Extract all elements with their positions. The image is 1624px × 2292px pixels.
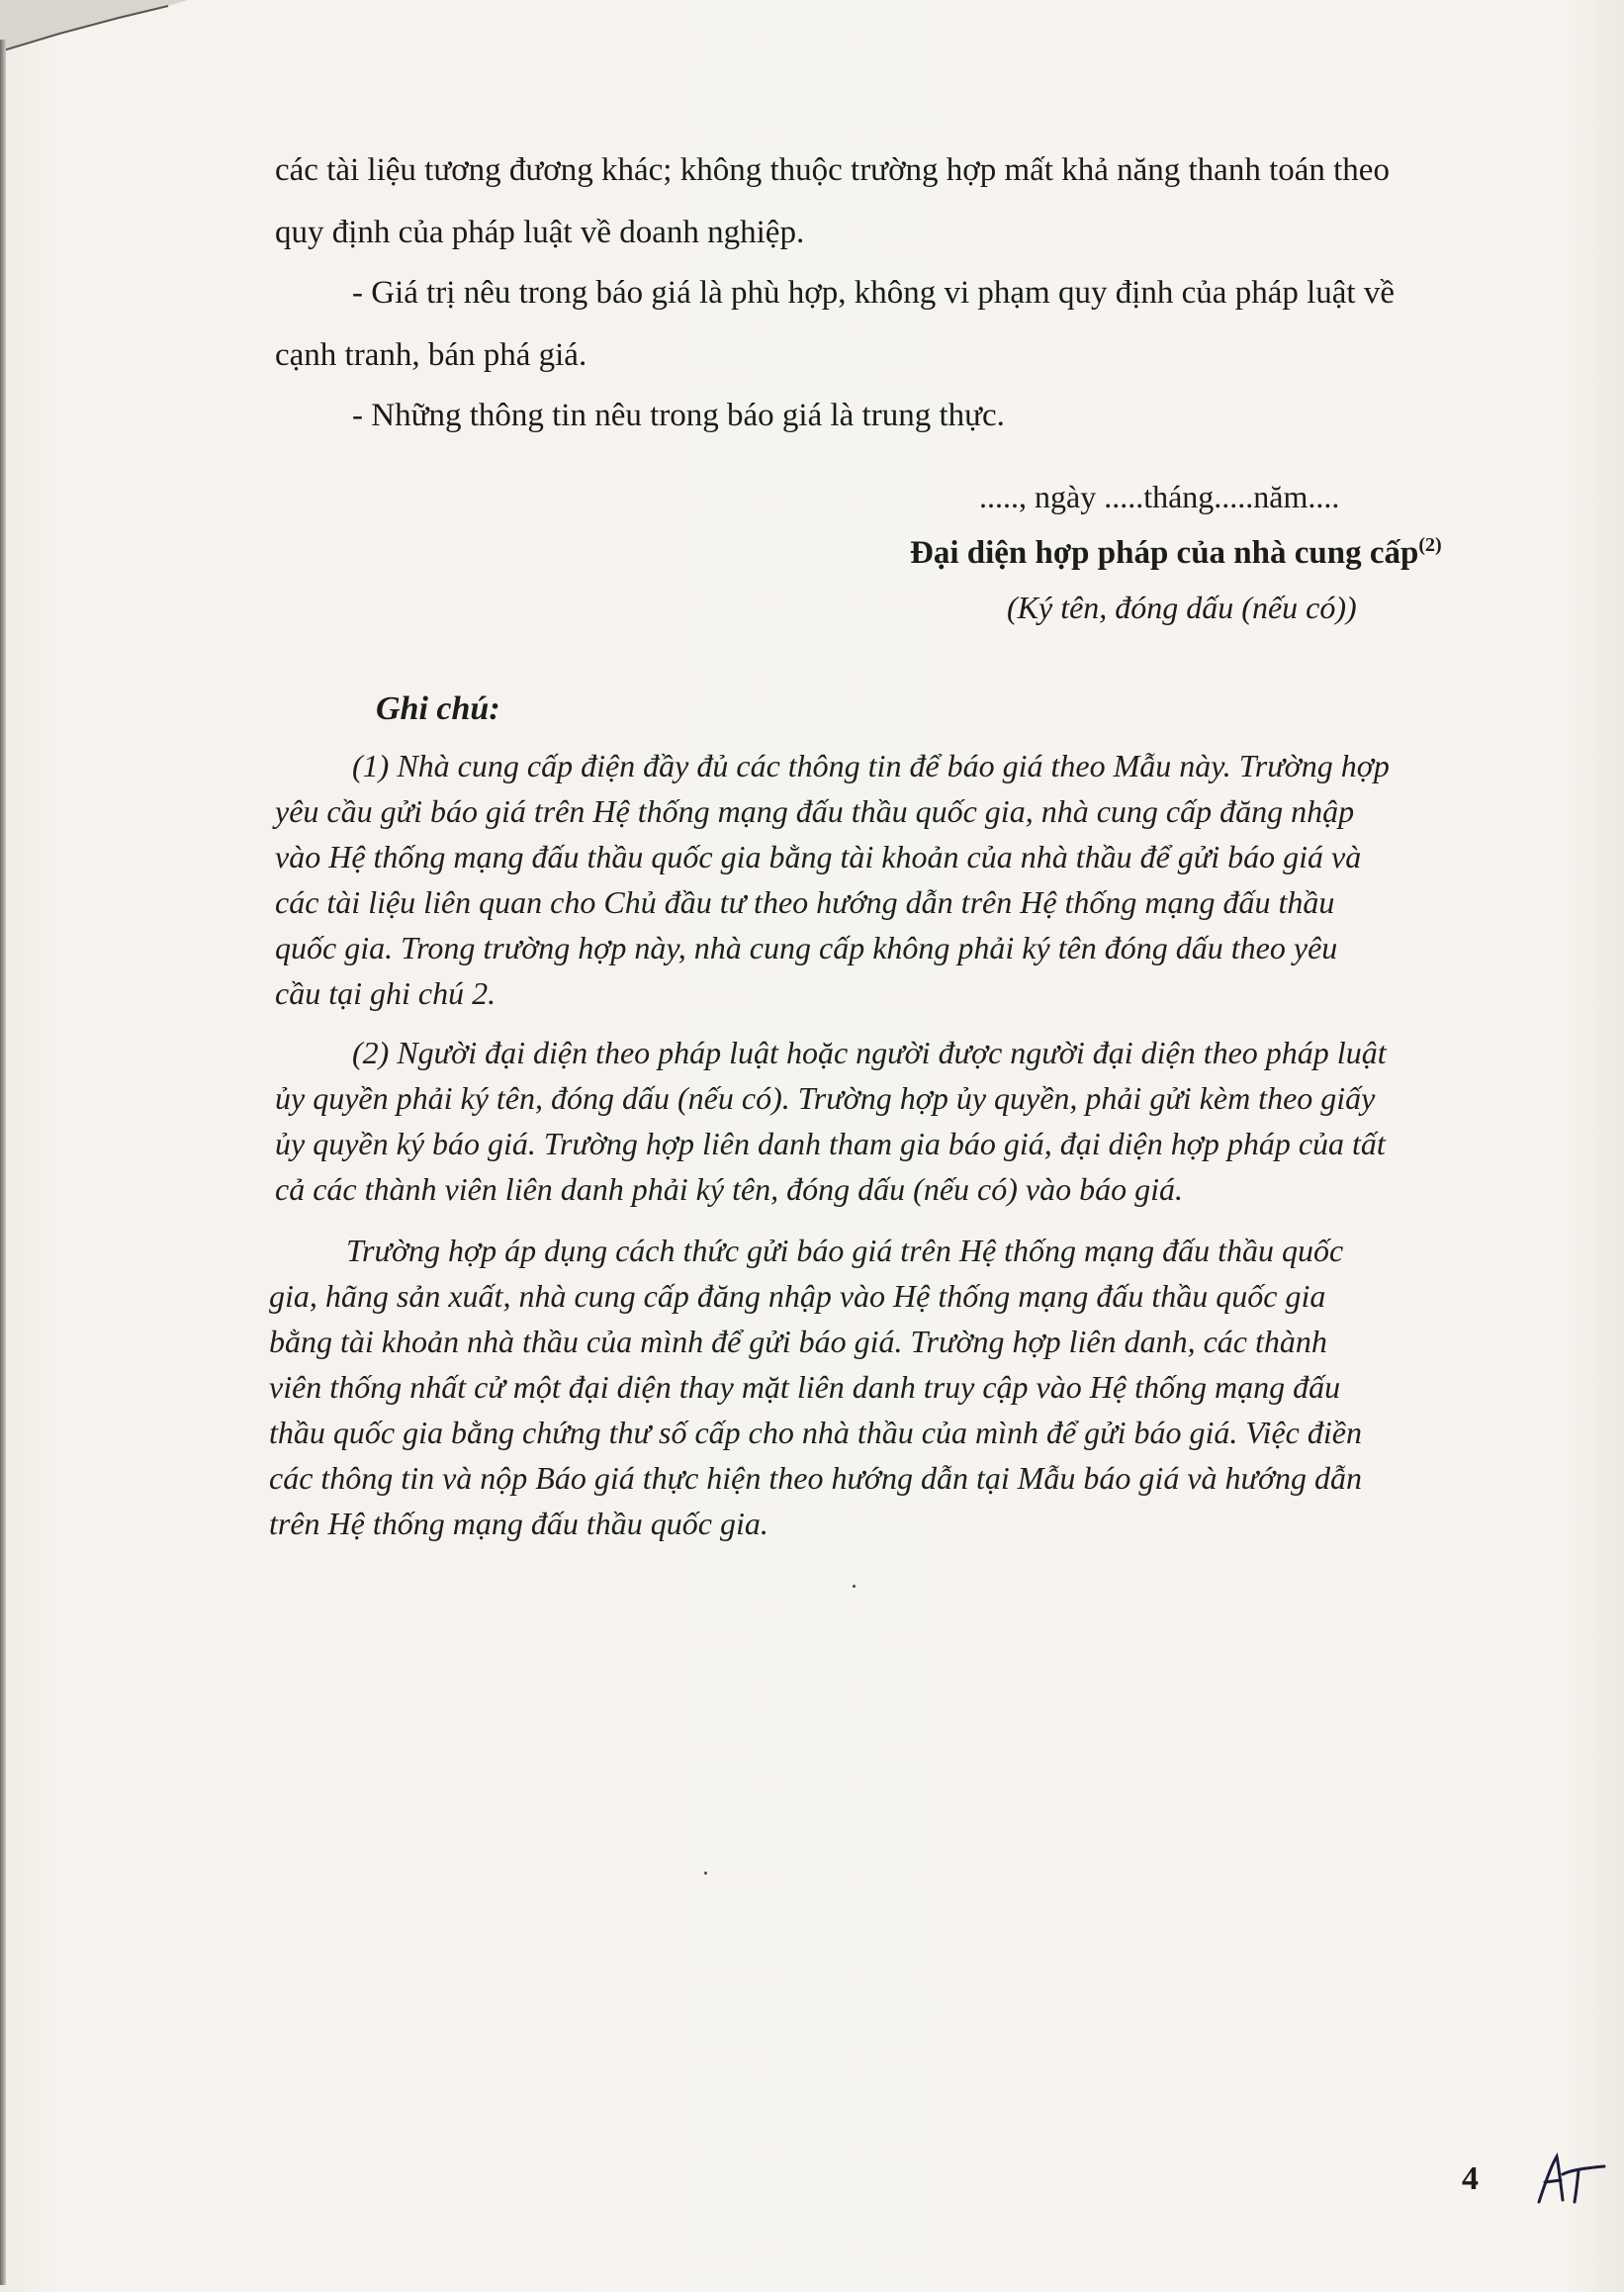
- page-left-edge-shadow: [0, 40, 6, 2285]
- note-line: các thông tin và nộp Báo giá thực hiện theo hướng dẫn tại Mẫu báo giá và hướng dẫn: [269, 1460, 1363, 1496]
- body-line: quy định của pháp luật về doanh nghiệp.: [275, 215, 805, 250]
- note-line: ủy quyền phải ký tên, đóng dấu (nếu có). Trường hợp ủy quyền, phải gửi kèm theo giấy: [275, 1080, 1376, 1116]
- handwritten-initials-mark: [1531, 2145, 1610, 2214]
- note-line: (2) Người đại diện theo pháp luật hoặc người được người đại diện theo pháp luật: [352, 1035, 1387, 1070]
- note-line: các tài liệu liên quan cho Chủ đầu tư theo hướng dẫn trên Hệ thống mạng đấu thầu: [275, 884, 1335, 920]
- signature-date-line: ....., ngày .....tháng.....năm....: [979, 479, 1340, 514]
- note-line: yêu cầu gửi báo giá trên Hệ thống mạng đấu thầu quốc gia, nhà cung cấp đăng nhập: [275, 793, 1355, 829]
- note-line: trên Hệ thống mạng đấu thầu quốc gia.: [269, 1506, 768, 1541]
- signature-note: (Ký tên, đóng dấu (nếu có)): [1007, 590, 1357, 625]
- page-corner-fold: [0, 0, 188, 69]
- body-line: - Giá trị nêu trong báo giá là phù hợp, không vi phạm quy định của pháp luật về: [352, 275, 1395, 311]
- signature-title-footnote: (2): [1418, 534, 1442, 556]
- note-line: ủy quyền ký báo giá. Trường hợp liên danh tham gia báo giá, đại diện hợp pháp của tất: [275, 1126, 1386, 1161]
- body-line: cạnh tranh, bán phá giá.: [275, 337, 587, 373]
- scan-speck: [704, 1872, 707, 1875]
- note-line: Trường hợp áp dụng cách thức gửi báo giá trên Hệ thống mạng đấu thầu quốc: [346, 1233, 1344, 1268]
- page-number: 4: [1462, 2160, 1479, 2197]
- note-line: (1) Nhà cung cấp điện đầy đủ các thông tin để báo giá theo Mẫu này. Trường hợp: [352, 748, 1390, 783]
- note-line: quốc gia. Trong trường hợp này, nhà cung cấp không phải ký tên đóng dấu theo yêu: [275, 930, 1338, 965]
- scan-speck: [853, 1585, 856, 1588]
- signature-title: [910, 534, 1442, 572]
- note-line: viên thống nhất cử một đại diện thay mặt liên danh truy cập vào Hệ thống mạng đấu: [269, 1369, 1341, 1405]
- note-line: bằng tài khoản nhà thầu của mình để gửi báo giá. Trường hợp liên danh, các thành: [269, 1324, 1327, 1359]
- note-line: gia, hãng sản xuất, nhà cung cấp đăng nhập vào Hệ thống mạng đấu thầu quốc gia: [269, 1278, 1326, 1314]
- note-line: vào Hệ thống mạng đấu thầu quốc gia bằng tài khoản của nhà thầu để gửi báo giá và: [275, 839, 1362, 874]
- note-line: cả các thành viên liên danh phải ký tên, đóng dấu (nếu có) vào báo giá.: [275, 1171, 1183, 1207]
- body-line: các tài liệu tương đương khác; không thuộc trường hợp mất khả năng thanh toán theo: [275, 152, 1390, 188]
- signature-title-text: Đại diện hợp pháp của nhà cung cấp: [910, 535, 1419, 571]
- note-line: cầu tại ghi chú 2.: [275, 975, 496, 1011]
- notes-heading: Ghi chú:: [376, 690, 500, 727]
- note-line: thầu quốc gia bằng chứng thư số cấp cho nhà thầu của mình để gửi báo giá. Việc điền: [269, 1415, 1362, 1450]
- body-line: - Những thông tin nêu trong báo giá là trung thực.: [352, 398, 1005, 433]
